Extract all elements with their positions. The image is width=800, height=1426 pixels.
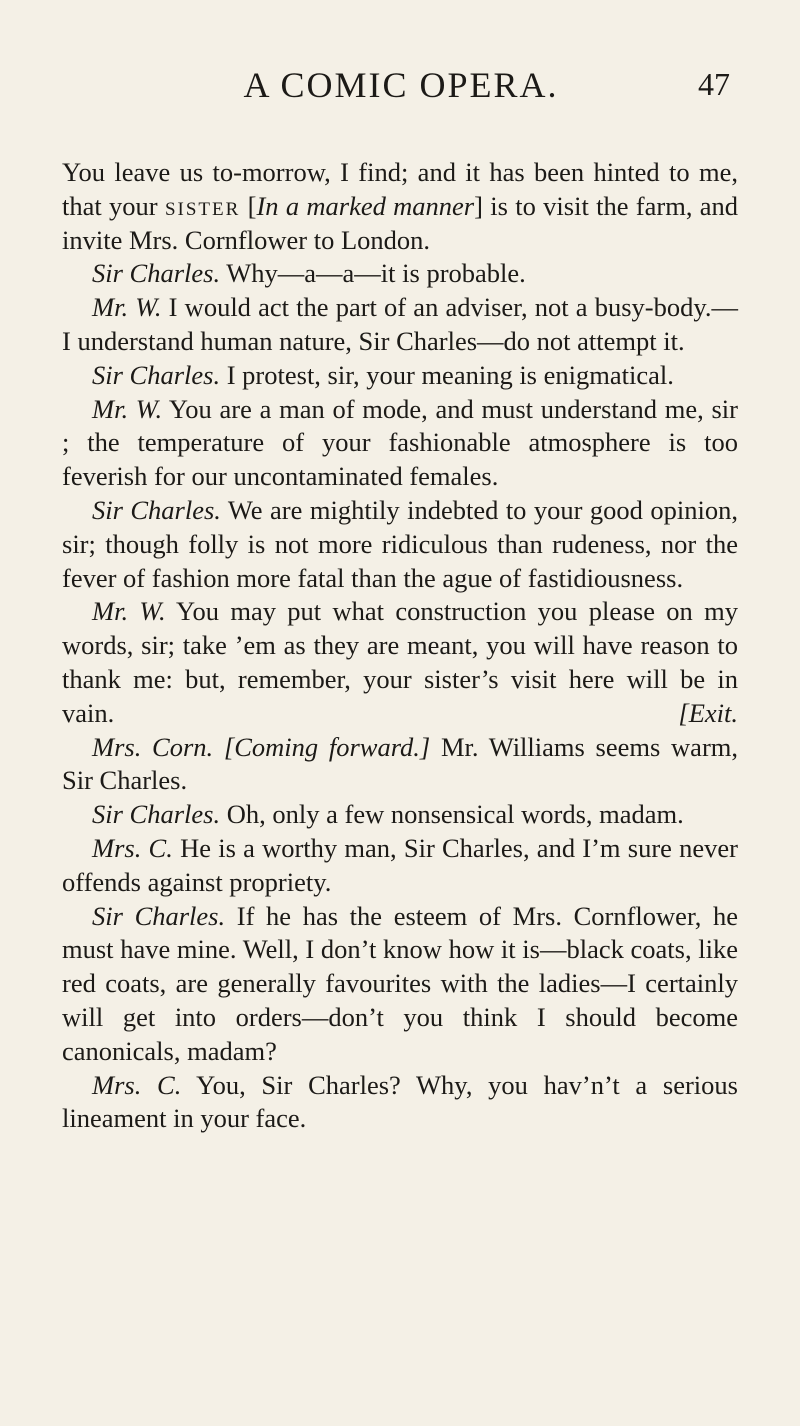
speech: I protest, sir, your meaning is enigmatical. xyxy=(220,359,674,390)
speech: Oh, only a few nonsensical words, madam. xyxy=(220,799,684,830)
page-header xyxy=(72,64,730,124)
speaker-name: Sir Charles. xyxy=(92,799,221,830)
speech: If he has the esteem of Mrs. Cornflower, he must have mine. Well, I don’t know how it is—black coats, like red coats, are generally favourites with the ladies—I certainly will get into orders—don’t you think I should become canonicals, madam? xyxy=(62,900,738,1066)
speaker-name: Mr. W. xyxy=(92,292,162,323)
paragraph-7 xyxy=(62,595,738,730)
speech: I would act the part of an adviser, not a busy-body.—I understand human nature, Sir Charles—do not attempt it. xyxy=(62,292,738,356)
speaker-name: Mrs. C. xyxy=(92,1069,182,1100)
exit-direction: [Exit. xyxy=(678,697,738,728)
paragraph-9 xyxy=(62,798,738,832)
running-title: A COMIC OPERA. xyxy=(243,65,559,105)
paragraph-3 xyxy=(62,291,738,359)
paragraph-2 xyxy=(62,257,738,291)
stage-direction: In a marked manner xyxy=(256,190,475,221)
sister-word: sister xyxy=(164,190,241,221)
speech: Why—a—a—it is probable. xyxy=(220,258,526,289)
speaker-name: Sir Charles. xyxy=(92,494,221,525)
speech: You are a man of mode, and must understand me, sir ; the temperature of your fashionable atmosphere is too feverish for our uncontaminated females. xyxy=(62,393,738,492)
speaker-name: Sir Charles. xyxy=(92,258,221,289)
speech: You may put what construction you please on my words, sir; take ’em as they are meant, you will have reason to thank me: but, remember, your sister’s visit here will be in vain. xyxy=(62,596,739,728)
speech: You, Sir Charles? Why, you hav’n’t a serious lineament in your face. xyxy=(62,1069,738,1134)
bracket: [ xyxy=(240,190,257,221)
speaker-name: Mr. W. xyxy=(92,393,163,424)
paragraph-10 xyxy=(62,832,738,900)
body-text xyxy=(62,156,738,1136)
speaker-name: Mrs. Corn. xyxy=(92,731,214,762)
paragraph-4 xyxy=(62,359,738,393)
paragraph-11 xyxy=(62,900,738,1069)
speech: He is a worthy man, Sir Charles, and I’m sure never offends against propriety. xyxy=(62,832,738,897)
paragraph-6 xyxy=(62,494,738,595)
speaker-name: Mr. W. xyxy=(92,596,166,627)
paragraph-5 xyxy=(62,393,738,494)
text: You leave us to-morrow, I find; and it has been hinted to me, that your xyxy=(62,157,738,221)
stage-direction: [Coming forward.] xyxy=(213,731,431,762)
speech: Mr. Williams seems warm, Sir Charles. xyxy=(62,731,739,796)
paragraph-12 xyxy=(62,1069,738,1137)
speaker-name: Mrs. C. xyxy=(92,832,173,863)
speech: We are mightily indebted to your good opinion, sir; though folly is not more ridiculous than rudeness, nor the fever of fashion more fatal than the ague of fastidiousness. xyxy=(62,494,738,593)
speaker-name: Sir Charles. xyxy=(92,900,226,931)
text: ] is to visit the farm, and invite Mrs. Cornflower to London. xyxy=(62,190,739,255)
paragraph-8 xyxy=(62,731,738,799)
speaker-name: Sir Charles. xyxy=(92,359,221,390)
page-number: 47 xyxy=(698,66,730,102)
paragraph-1 xyxy=(62,156,738,257)
